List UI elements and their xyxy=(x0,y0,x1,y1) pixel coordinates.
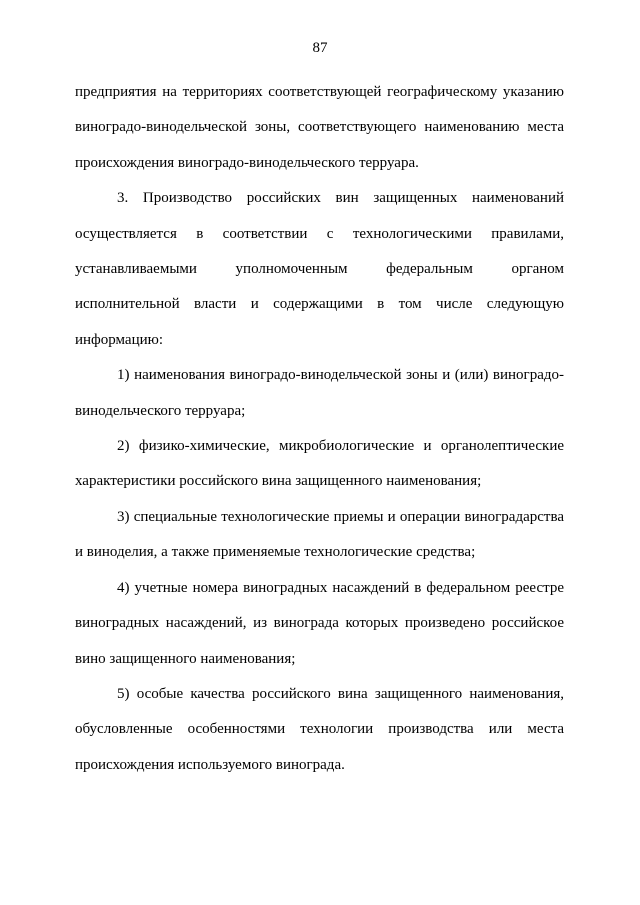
paragraph-item-3: 3. Производство российских вин защищенных наименований осуществляется в соответствии с технологическими правилами, устанавливаемыми уполномоченным федеральным органом исполнительной власти и содержащими в том числе следующую информацию: xyxy=(75,190,564,348)
paragraph-subitem-1: 1) наименования виноградо-винодельческой зоны и (или) виноградо-винодельческого терруара; xyxy=(75,367,564,419)
page-number: 87 xyxy=(312,40,328,56)
paragraph-continuation: предприятия на территориях соответствующей географическому указанию виноградо-винодельческой зоны, соответствующего наименованию места происхождения виноградо-винодельческого терруара. xyxy=(75,84,564,171)
paragraph-subitem-3: 3) специальные технологические приемы и операции виноградарства и виноделия, а также применяемые технологические средства; xyxy=(75,508,564,561)
paragraph-subitem-5: 5) особые качества российского вина защищенного наименования, обусловленные особенностями технологии производства или места происхождения используемого винограда. xyxy=(75,685,564,773)
paragraph-subitem-2: 2) физико-химические, микробиологические и органолептические характеристики российского вина защищенного наименования; xyxy=(75,438,564,490)
document-body xyxy=(75,75,564,783)
paragraph-subitem-4: 4) учетные номера виноградных насаждений в федеральном реестре виноградных насаждений, из винограда которых произведено российское вино защищенного наименования; xyxy=(75,579,564,667)
